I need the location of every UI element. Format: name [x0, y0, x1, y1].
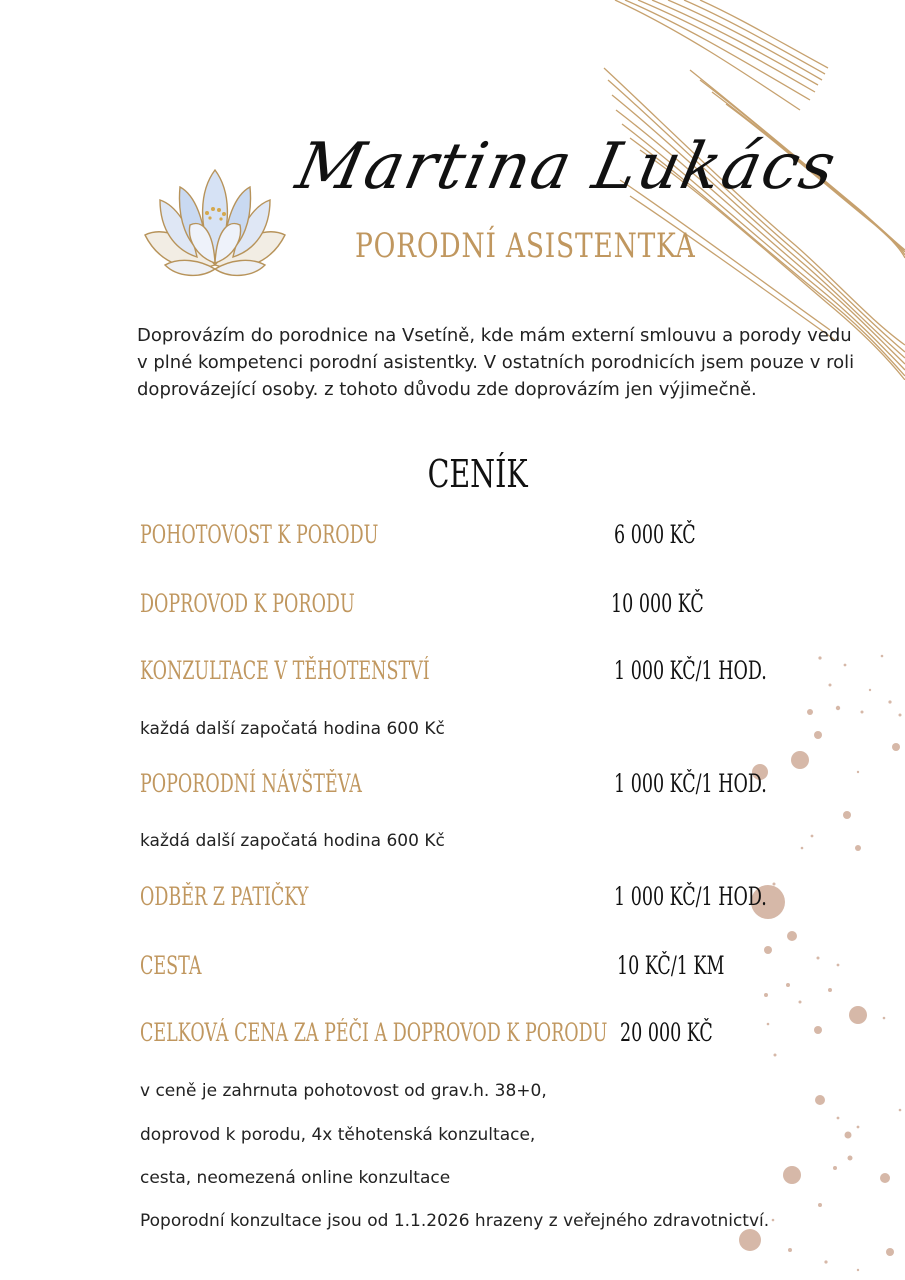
- speckle-dot: [849, 1006, 867, 1024]
- speckle-dot: [881, 655, 884, 658]
- speckle-dot: [818, 1203, 822, 1207]
- speckle-dot: [764, 993, 768, 997]
- item-price-heel-test: 1 000 KČ/1 HOD.: [614, 882, 767, 911]
- speckle-dot: [888, 700, 891, 703]
- speckle-dot: [845, 1132, 852, 1139]
- speckle-dot: [774, 1054, 777, 1057]
- speckle-dot: [788, 1248, 792, 1252]
- speckle-dot: [837, 1117, 840, 1120]
- speckle-dot: [767, 1023, 770, 1026]
- speckle-dot: [848, 1156, 853, 1161]
- item-price-standby: 6 000 KČ: [614, 520, 696, 549]
- speckle-dot: [883, 1017, 886, 1020]
- item-name-pregnancy-consultation: KONZULTACE V TĚHOTENSTVÍ: [140, 656, 430, 685]
- speckle-dot: [855, 845, 861, 851]
- item-price-travel: 10 KČ/1 KM: [617, 951, 725, 980]
- lotus-icon: [135, 165, 295, 280]
- speckle-dot: [801, 847, 804, 850]
- item-name-standby: POHOTOVOST K PORODU: [140, 520, 379, 549]
- speckle-dot: [811, 835, 814, 838]
- speckle-dot: [817, 957, 820, 960]
- item-note-pregnancy-consultation: každá další započatá hodina 600 Kč: [140, 719, 445, 739]
- item-note-postnatal-visit: každá další započatá hodina 600 Kč: [140, 831, 445, 851]
- speckle-dot: [869, 689, 871, 691]
- speckle-dot: [773, 883, 776, 886]
- speckle-dot: [833, 1166, 837, 1170]
- speckle-dot: [791, 751, 809, 769]
- item-name-heel-test: ODBĚR Z PATIČKY: [140, 882, 309, 911]
- speckle-dot: [857, 1126, 860, 1129]
- speckle-dot: [899, 714, 902, 717]
- price-list-title: CENÍK: [427, 452, 528, 496]
- item-name-travel: CESTA: [140, 951, 202, 980]
- speckle-dot: [764, 946, 772, 954]
- speckle-dot: [783, 1166, 801, 1184]
- item-price-pregnancy-consultation: 1 000 KČ/1 HOD.: [614, 656, 767, 685]
- speckle-dot: [818, 656, 821, 659]
- speckle-dot: [836, 706, 840, 710]
- footnote-2: doprovod k porodu, 4x těhotenská konzultace,: [140, 1125, 536, 1145]
- speckle-dot: [899, 1109, 902, 1112]
- speckle-dot: [814, 731, 822, 739]
- speckle-dot: [787, 931, 797, 941]
- speckle-dot: [824, 1260, 827, 1263]
- intro-paragraph: Doprovázím do porodnice na Vsetíně, kde mám externí smlouvu a porody vedu v plné kompetenci porodní asistentky. V ostatních porodnicích jsem pouze v roli doprovázející osoby. z tohoto důvodu zde doprovázím jen výjimečně.: [137, 325, 855, 400]
- speckle-dot: [828, 988, 832, 992]
- speckle-dot: [815, 1095, 825, 1105]
- speckle-dot: [829, 684, 832, 687]
- speckle-dot: [807, 709, 813, 715]
- speckle-dot: [857, 771, 859, 773]
- speckle-dot: [880, 1173, 890, 1183]
- dots-decoration: [730, 640, 905, 1280]
- profession-title: PORODNÍ ASISTENTKA: [355, 226, 696, 266]
- speckle-dot: [786, 983, 790, 987]
- speckle-dot: [886, 1248, 894, 1256]
- speckle-dot: [892, 743, 900, 751]
- speckle-dot: [739, 1229, 761, 1251]
- item-price-postnatal-visit: 1 000 KČ/1 HOD.: [614, 769, 767, 798]
- speckle-dot: [861, 711, 864, 714]
- speckle-dot: [844, 664, 847, 667]
- item-price-birth-escort: 10 000 KČ: [611, 589, 704, 618]
- item-name-postnatal-visit: POPORODNÍ NÁVŠTĚVA: [140, 769, 362, 798]
- speckle-dot: [857, 1269, 859, 1271]
- speckle-dot: [799, 1001, 802, 1004]
- signature-name: Martina Lukács: [290, 130, 844, 204]
- speckle-dot: [772, 1219, 775, 1222]
- footnote-1: v ceně je zahrnuta pohotovost od grav.h. 38+0,: [140, 1081, 547, 1101]
- speckle-dot: [814, 1026, 822, 1034]
- footnote-4: Poporodní konzultace jsou od 1.1.2026 hrazeny z veřejného zdravotnictví.: [140, 1211, 770, 1231]
- speckle-dot: [837, 964, 840, 967]
- item-name-total: CELKOVÁ CENA ZA PÉČI A DOPROVOD K PORODU: [140, 1018, 608, 1047]
- footnote-3: cesta, neomezená online konzultace: [140, 1168, 451, 1188]
- speckle-dot: [843, 811, 851, 819]
- item-price-total: 20 000 KČ: [620, 1018, 713, 1047]
- item-name-birth-escort: DOPROVOD K PORODU: [140, 589, 355, 618]
